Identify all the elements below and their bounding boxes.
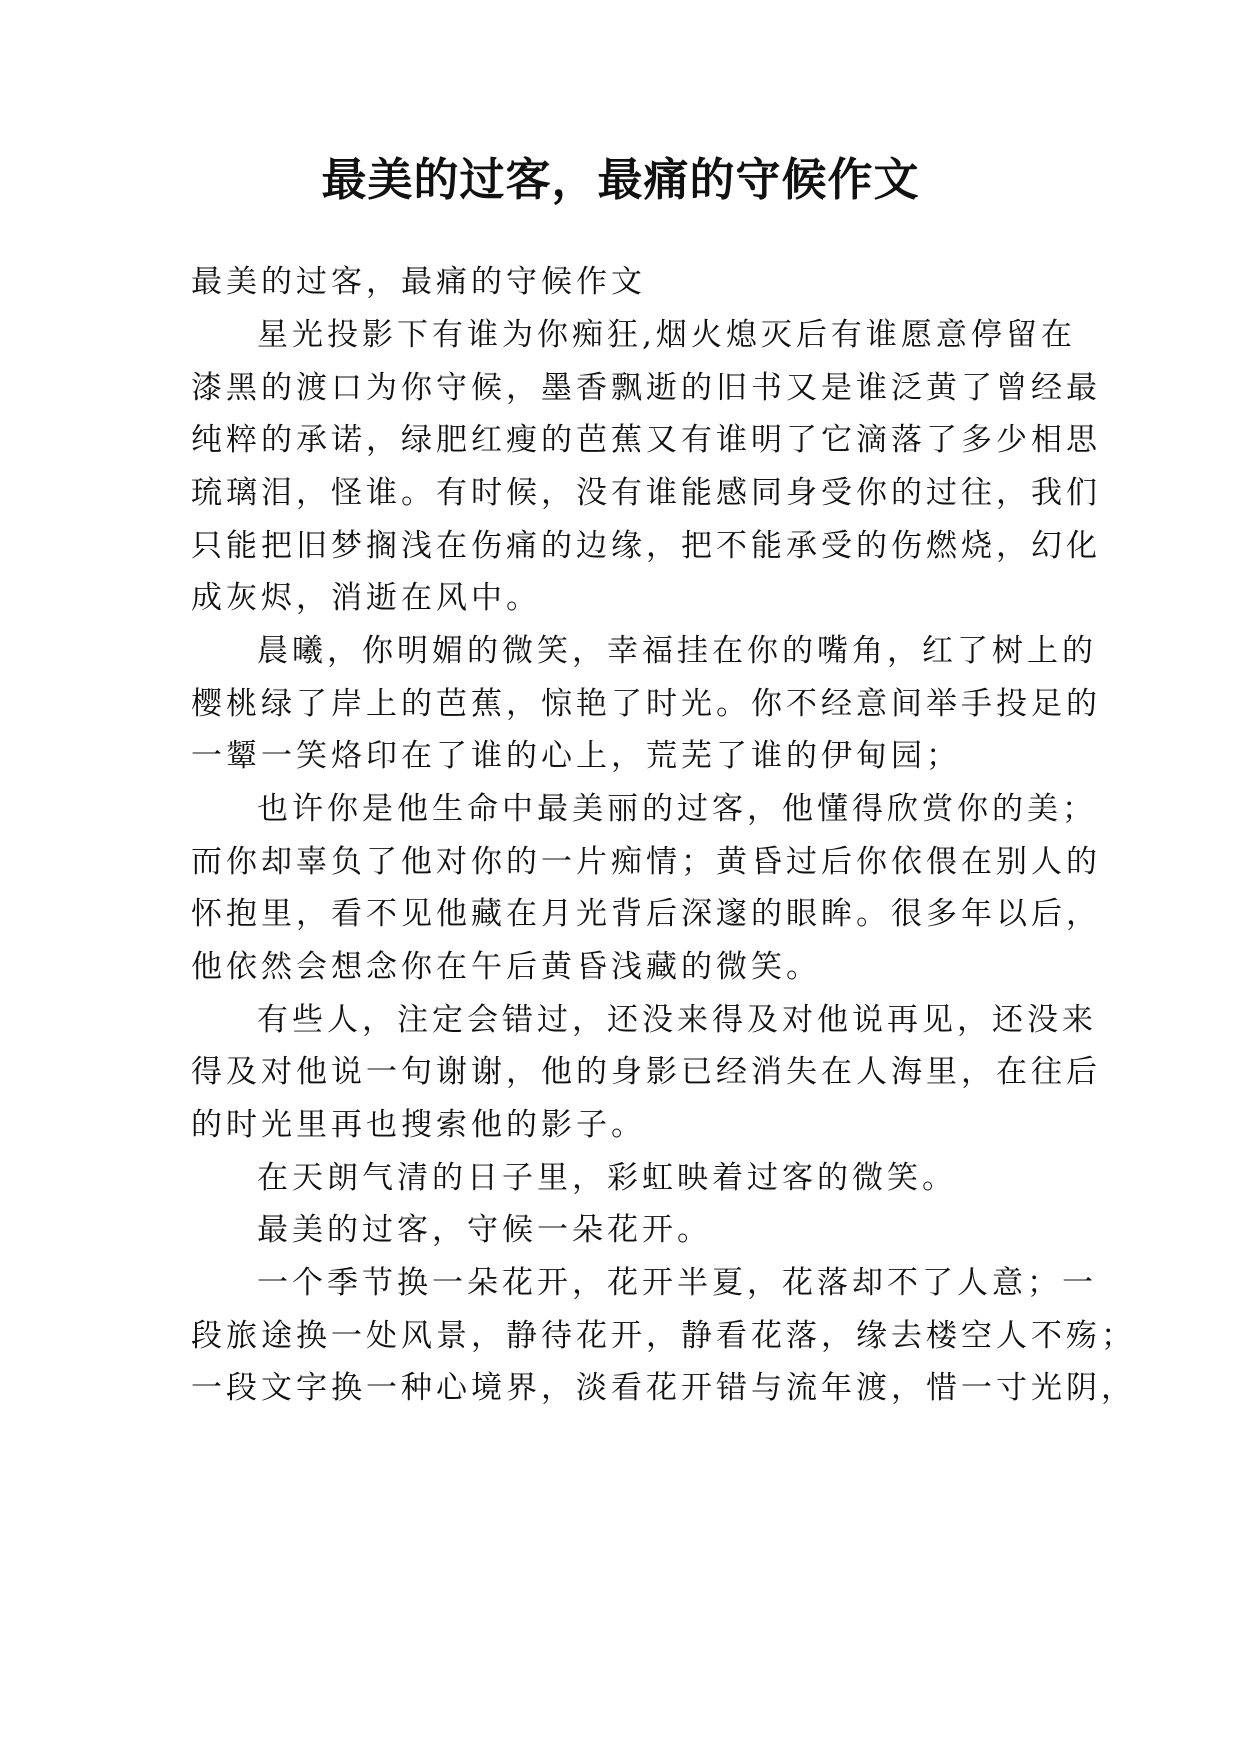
text-line: 得及对他说一句谢谢，他的身影已经消失在人海里，在往后 bbox=[191, 1054, 1101, 1090]
text-line: 段旅途换一处风景，静待花开，静看花落，缘去楼空人不殇； bbox=[191, 1318, 1136, 1354]
text-line: 一颦一笑烙印在了谁的心上，荒芜了谁的伊甸园； bbox=[191, 738, 961, 774]
text-line: 最美的过客，最痛的守候作文 bbox=[191, 264, 646, 300]
text-line: 只能把旧梦搁浅在伤痛的边缘，把不能承受的伤燃烧，幻化 bbox=[191, 528, 1101, 564]
text-line: 星光投影下有谁为你痴狂,烟火熄灭后有谁愿意停留在 bbox=[257, 317, 1076, 353]
text-line: 最美的过客，守候一朵花开。 bbox=[257, 1212, 712, 1248]
text-line: 怀抱里，看不见他藏在月光背后深邃的眼眸。很多年以后， bbox=[191, 896, 1101, 932]
text-line: 他依然会想念你在午后黄昏浅藏的微笑。 bbox=[191, 949, 821, 985]
text-line: 也许你是他生命中最美丽的过客，他懂得欣赏你的美； bbox=[257, 791, 1097, 827]
text-line: 在天朗气清的日子里，彩虹映着过客的微笑。 bbox=[257, 1160, 957, 1196]
text-line: 的时光里再也搜索他的影子。 bbox=[191, 1107, 646, 1143]
text-line: 有些人，注定会错过，还没来得及对他说再见，还没来 bbox=[257, 1002, 1097, 1038]
text-line: 一个季节换一朵花开，花开半夏，花落却不了人意；一 bbox=[257, 1265, 1097, 1301]
text-line: 琉璃泪，怪谁。有时候，没有谁能感同身受你的过往，我们 bbox=[191, 475, 1101, 511]
text-line: 漆黑的渡口为你守候，墨香飘逝的旧书又是谁泛黄了曾经最 bbox=[191, 370, 1101, 406]
text-line: 晨曦，你明媚的微笑，幸福挂在你的嘴角，红了树上的 bbox=[257, 633, 1097, 669]
text-line: 纯粹的承诺，绿肥红瘦的芭蕉又有谁明了它滴落了多少相思 bbox=[191, 422, 1101, 458]
text-line: 樱桃绿了岸上的芭蕉，惊艳了时光。你不经意间举手投足的 bbox=[191, 686, 1101, 722]
text-line: 一段文字换一种心境界，淡看花开错与流年渡，惜一寸光阴， bbox=[191, 1370, 1136, 1406]
document-title: 最美的过客，最痛的守候作文 bbox=[321, 153, 920, 206]
text-line: 成灰烬，消逝在风中。 bbox=[191, 580, 541, 616]
text-line: 而你却辜负了他对你的一片痴情；黄昏过后你依偎在别人的 bbox=[191, 844, 1101, 880]
